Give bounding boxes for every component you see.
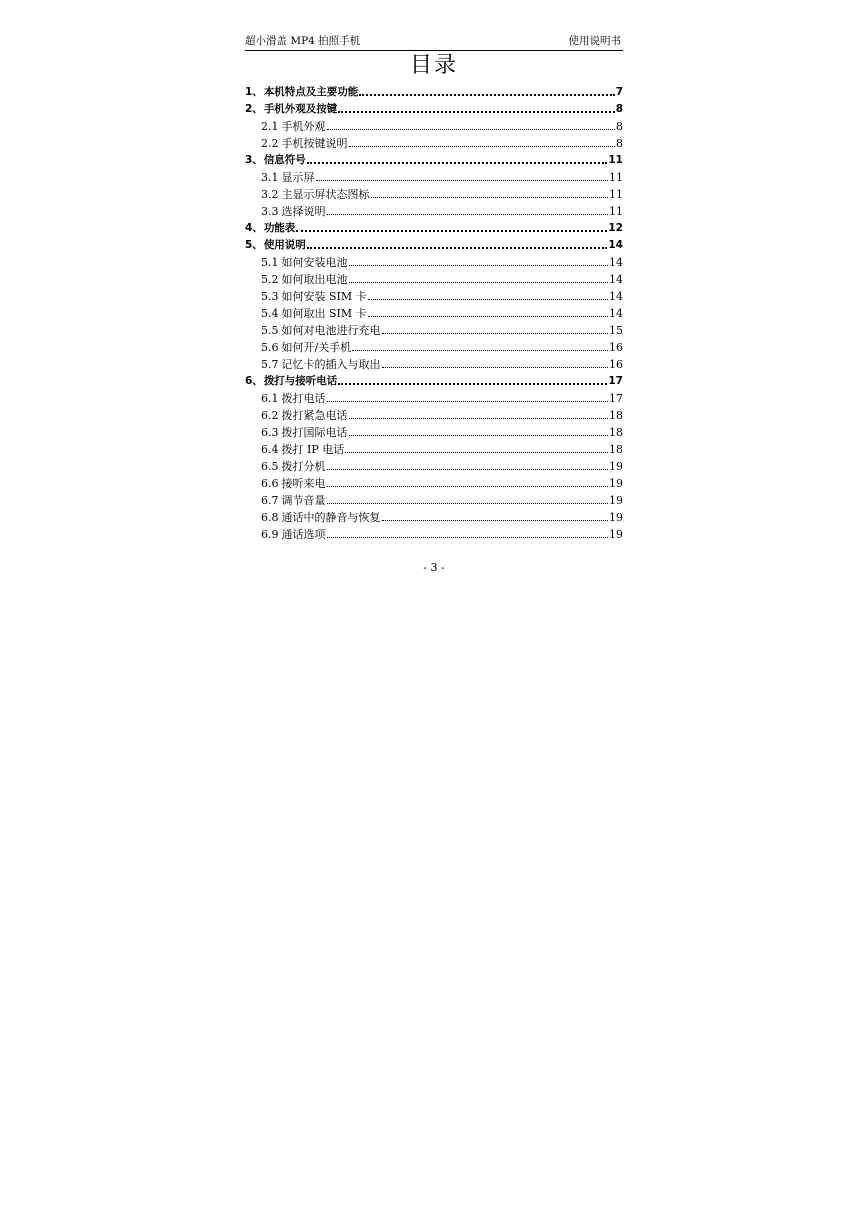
toc-dot-leader (349, 265, 609, 266)
toc-entry-page-number: 8 (615, 103, 623, 115)
page-title: 目录 (409, 53, 458, 78)
toc-entry-number: 5.6 (261, 341, 279, 354)
toc-dot-leader (349, 418, 609, 419)
toc-section-entry[interactable] (245, 474, 623, 491)
toc-entry-number: 6.4 (261, 443, 279, 456)
toc-entry-number: 6.2 (261, 409, 279, 422)
toc-entry-label: 选择说明 (281, 205, 326, 218)
toc-entry-label: 拨打国际电话 (281, 426, 348, 439)
toc-section-entry[interactable] (245, 321, 623, 338)
toc-entry-number: 6.9 (261, 528, 279, 541)
toc-entry-page-number: 11 (609, 171, 623, 184)
toc-entry-page-number: 8 (616, 120, 623, 133)
toc-entry-label: 信息符号 (263, 154, 306, 166)
toc-section-entry[interactable] (245, 355, 623, 372)
toc-entry-page-number: 12 (608, 222, 623, 234)
toc-entry-label: 如何安装 SIM 卡 (281, 290, 367, 303)
toc-entry-number: 3.1 (261, 171, 279, 184)
toc-entry-label: 拨打与接听电话 (263, 375, 338, 387)
toc-chapter-entry[interactable] (245, 151, 623, 168)
toc-section-entry[interactable] (245, 134, 623, 151)
toc-section-entry[interactable] (245, 406, 623, 423)
toc-entry-label: 使用说明 (263, 239, 306, 251)
toc-dot-leader (316, 180, 609, 181)
toc-entry-label: 手机外观 (281, 120, 326, 133)
toc-dot-leader (345, 452, 608, 453)
toc-entry-number: 5.2 (261, 273, 279, 286)
toc-section-entry[interactable] (245, 168, 623, 185)
toc-section-entry[interactable] (245, 202, 623, 219)
toc-dot-leader (349, 146, 616, 147)
running-header (245, 34, 623, 51)
toc-dot-leader (296, 230, 607, 232)
toc-chapter-entry[interactable] (245, 236, 623, 253)
toc-entry-number: 3.2 (261, 188, 279, 201)
toc-entry-label: 记忆卡的插入与取出 (281, 358, 381, 371)
toc-entry-label: 通话中的静音与恢复 (281, 511, 381, 524)
toc-entry-number: 2、 (245, 103, 263, 115)
toc-entry-number: 2.2 (261, 137, 279, 150)
toc-entry-page-number: 19 (609, 477, 623, 490)
toc-dot-leader (327, 537, 609, 538)
toc-section-entry[interactable] (245, 440, 623, 457)
toc-dot-leader (368, 316, 608, 317)
toc-entry-label: 接听来电 (281, 477, 326, 490)
toc-entry-label: 拨打电话 (281, 392, 326, 405)
toc-section-entry[interactable] (245, 253, 623, 270)
toc-entry-number: 5、 (245, 239, 263, 251)
toc-entry-number: 6.6 (261, 477, 279, 490)
toc-chapter-entry[interactable] (245, 219, 623, 236)
toc-entry-number: 1、 (245, 86, 263, 98)
toc-entry-page-number: 14 (608, 239, 623, 251)
toc-dot-leader (359, 94, 614, 96)
toc-dot-leader (352, 350, 608, 351)
toc-entry-label: 通话选项 (281, 528, 326, 541)
toc-entry-page-number: 8 (616, 137, 623, 150)
toc-dot-leader (349, 282, 609, 283)
header-right-title: 使用说明书 (568, 35, 621, 47)
toc-entry-number: 3.3 (261, 205, 279, 218)
toc-entry-page-number: 19 (609, 494, 623, 507)
toc-entry-label: 本机特点及主要功能 (263, 86, 359, 98)
toc-section-entry[interactable] (245, 508, 623, 525)
toc-dot-leader (307, 247, 608, 249)
toc-dot-leader (327, 214, 609, 215)
toc-entry-page-number: 11 (609, 205, 623, 218)
toc-entry-label: 拨打紧急电话 (281, 409, 348, 422)
toc-chapter-entry[interactable] (245, 83, 623, 100)
toc-section-entry[interactable] (245, 389, 623, 406)
toc-dot-leader (368, 299, 608, 300)
toc-entry-label: 如何安装电池 (281, 256, 348, 269)
page-number: - 3 - (423, 561, 445, 574)
toc-dot-leader (327, 486, 609, 487)
toc-section-entry[interactable] (245, 117, 623, 134)
toc-section-entry[interactable] (245, 304, 623, 321)
toc-dot-leader (371, 197, 609, 198)
toc-entry-page-number: 19 (609, 511, 623, 524)
toc-dot-leader (338, 383, 607, 385)
toc-entry-page-number: 18 (609, 426, 623, 439)
toc-chapter-entry[interactable] (245, 100, 623, 117)
toc-dot-leader (307, 162, 608, 164)
toc-entry-label: 显示屏 (281, 171, 315, 184)
toc-entry-page-number: 17 (608, 375, 623, 387)
toc-section-entry[interactable] (245, 270, 623, 287)
toc-entry-number: 5.1 (261, 256, 279, 269)
toc-chapter-entry[interactable] (245, 372, 623, 389)
toc-entry-page-number: 14 (609, 307, 623, 320)
toc-dot-leader (338, 111, 614, 113)
toc-section-entry[interactable] (245, 423, 623, 440)
toc-entry-page-number: 15 (609, 324, 623, 337)
toc-entry-page-number: 11 (608, 154, 623, 166)
toc-entry-number: 6.1 (261, 392, 279, 405)
toc-dot-leader (382, 333, 609, 334)
toc-entry-label: 如何取出电池 (281, 273, 348, 286)
toc-entry-number: 6.5 (261, 460, 279, 473)
toc-dot-leader (349, 435, 609, 436)
toc-entry-number: 6.3 (261, 426, 279, 439)
toc-entry-number: 5.7 (261, 358, 279, 371)
toc-entry-page-number: 16 (609, 358, 623, 371)
toc-entry-number: 6.7 (261, 494, 279, 507)
toc-entry-number: 2.1 (261, 120, 279, 133)
toc-entry-number: 5.5 (261, 324, 279, 337)
toc-entry-number: 5.3 (261, 290, 279, 303)
toc-entry-number: 4、 (245, 222, 263, 234)
toc-entry-number: 6、 (245, 375, 263, 387)
table-of-contents (245, 83, 623, 542)
toc-entry-label: 手机按键说明 (281, 137, 348, 150)
toc-entry-page-number: 14 (609, 290, 623, 303)
toc-entry-label: 拨打 IP 电话 (281, 443, 345, 456)
toc-dot-leader (327, 401, 609, 402)
toc-entry-page-number: 14 (609, 273, 623, 286)
toc-section-entry[interactable] (245, 185, 623, 202)
toc-dot-leader (327, 469, 609, 470)
toc-entry-label: 如何对电池进行充电 (281, 324, 381, 337)
toc-dot-leader (382, 520, 609, 521)
toc-entry-page-number: 18 (609, 443, 623, 456)
toc-entry-label: 如何取出 SIM 卡 (281, 307, 367, 320)
toc-entry-label: 手机外观及按键 (263, 103, 338, 115)
toc-entry-page-number: 18 (609, 409, 623, 422)
toc-entry-page-number: 19 (609, 460, 623, 473)
page-footer (245, 561, 623, 574)
toc-entry-label: 功能表 (263, 222, 296, 234)
toc-entry-number: 3、 (245, 154, 263, 166)
toc-entry-page-number: 11 (609, 188, 623, 201)
toc-section-entry[interactable] (245, 491, 623, 508)
header-left-title: 超小滑盖 MP4 拍照手机 (245, 35, 361, 47)
toc-section-entry[interactable] (245, 287, 623, 304)
toc-section-entry[interactable] (245, 525, 623, 542)
toc-entry-label: 主显示屏状态图标 (281, 188, 370, 201)
toc-entry-label: 调节音量 (281, 494, 326, 507)
toc-section-entry[interactable] (245, 338, 623, 355)
toc-dot-leader (327, 503, 609, 504)
toc-entry-page-number: 16 (609, 341, 623, 354)
toc-entry-page-number: 14 (609, 256, 623, 269)
toc-entry-page-number: 17 (609, 392, 623, 405)
toc-entry-page-number: 7 (615, 86, 623, 98)
toc-entry-number: 6.8 (261, 511, 279, 524)
toc-dot-leader (327, 129, 616, 130)
toc-dot-leader (382, 367, 609, 368)
toc-section-entry[interactable] (245, 457, 623, 474)
toc-entry-page-number: 19 (609, 528, 623, 541)
toc-entry-label: 拨打分机 (281, 460, 326, 473)
document-page (245, 34, 623, 574)
toc-entry-label: 如何开/关手机 (281, 341, 352, 354)
toc-entry-number: 5.4 (261, 307, 279, 320)
